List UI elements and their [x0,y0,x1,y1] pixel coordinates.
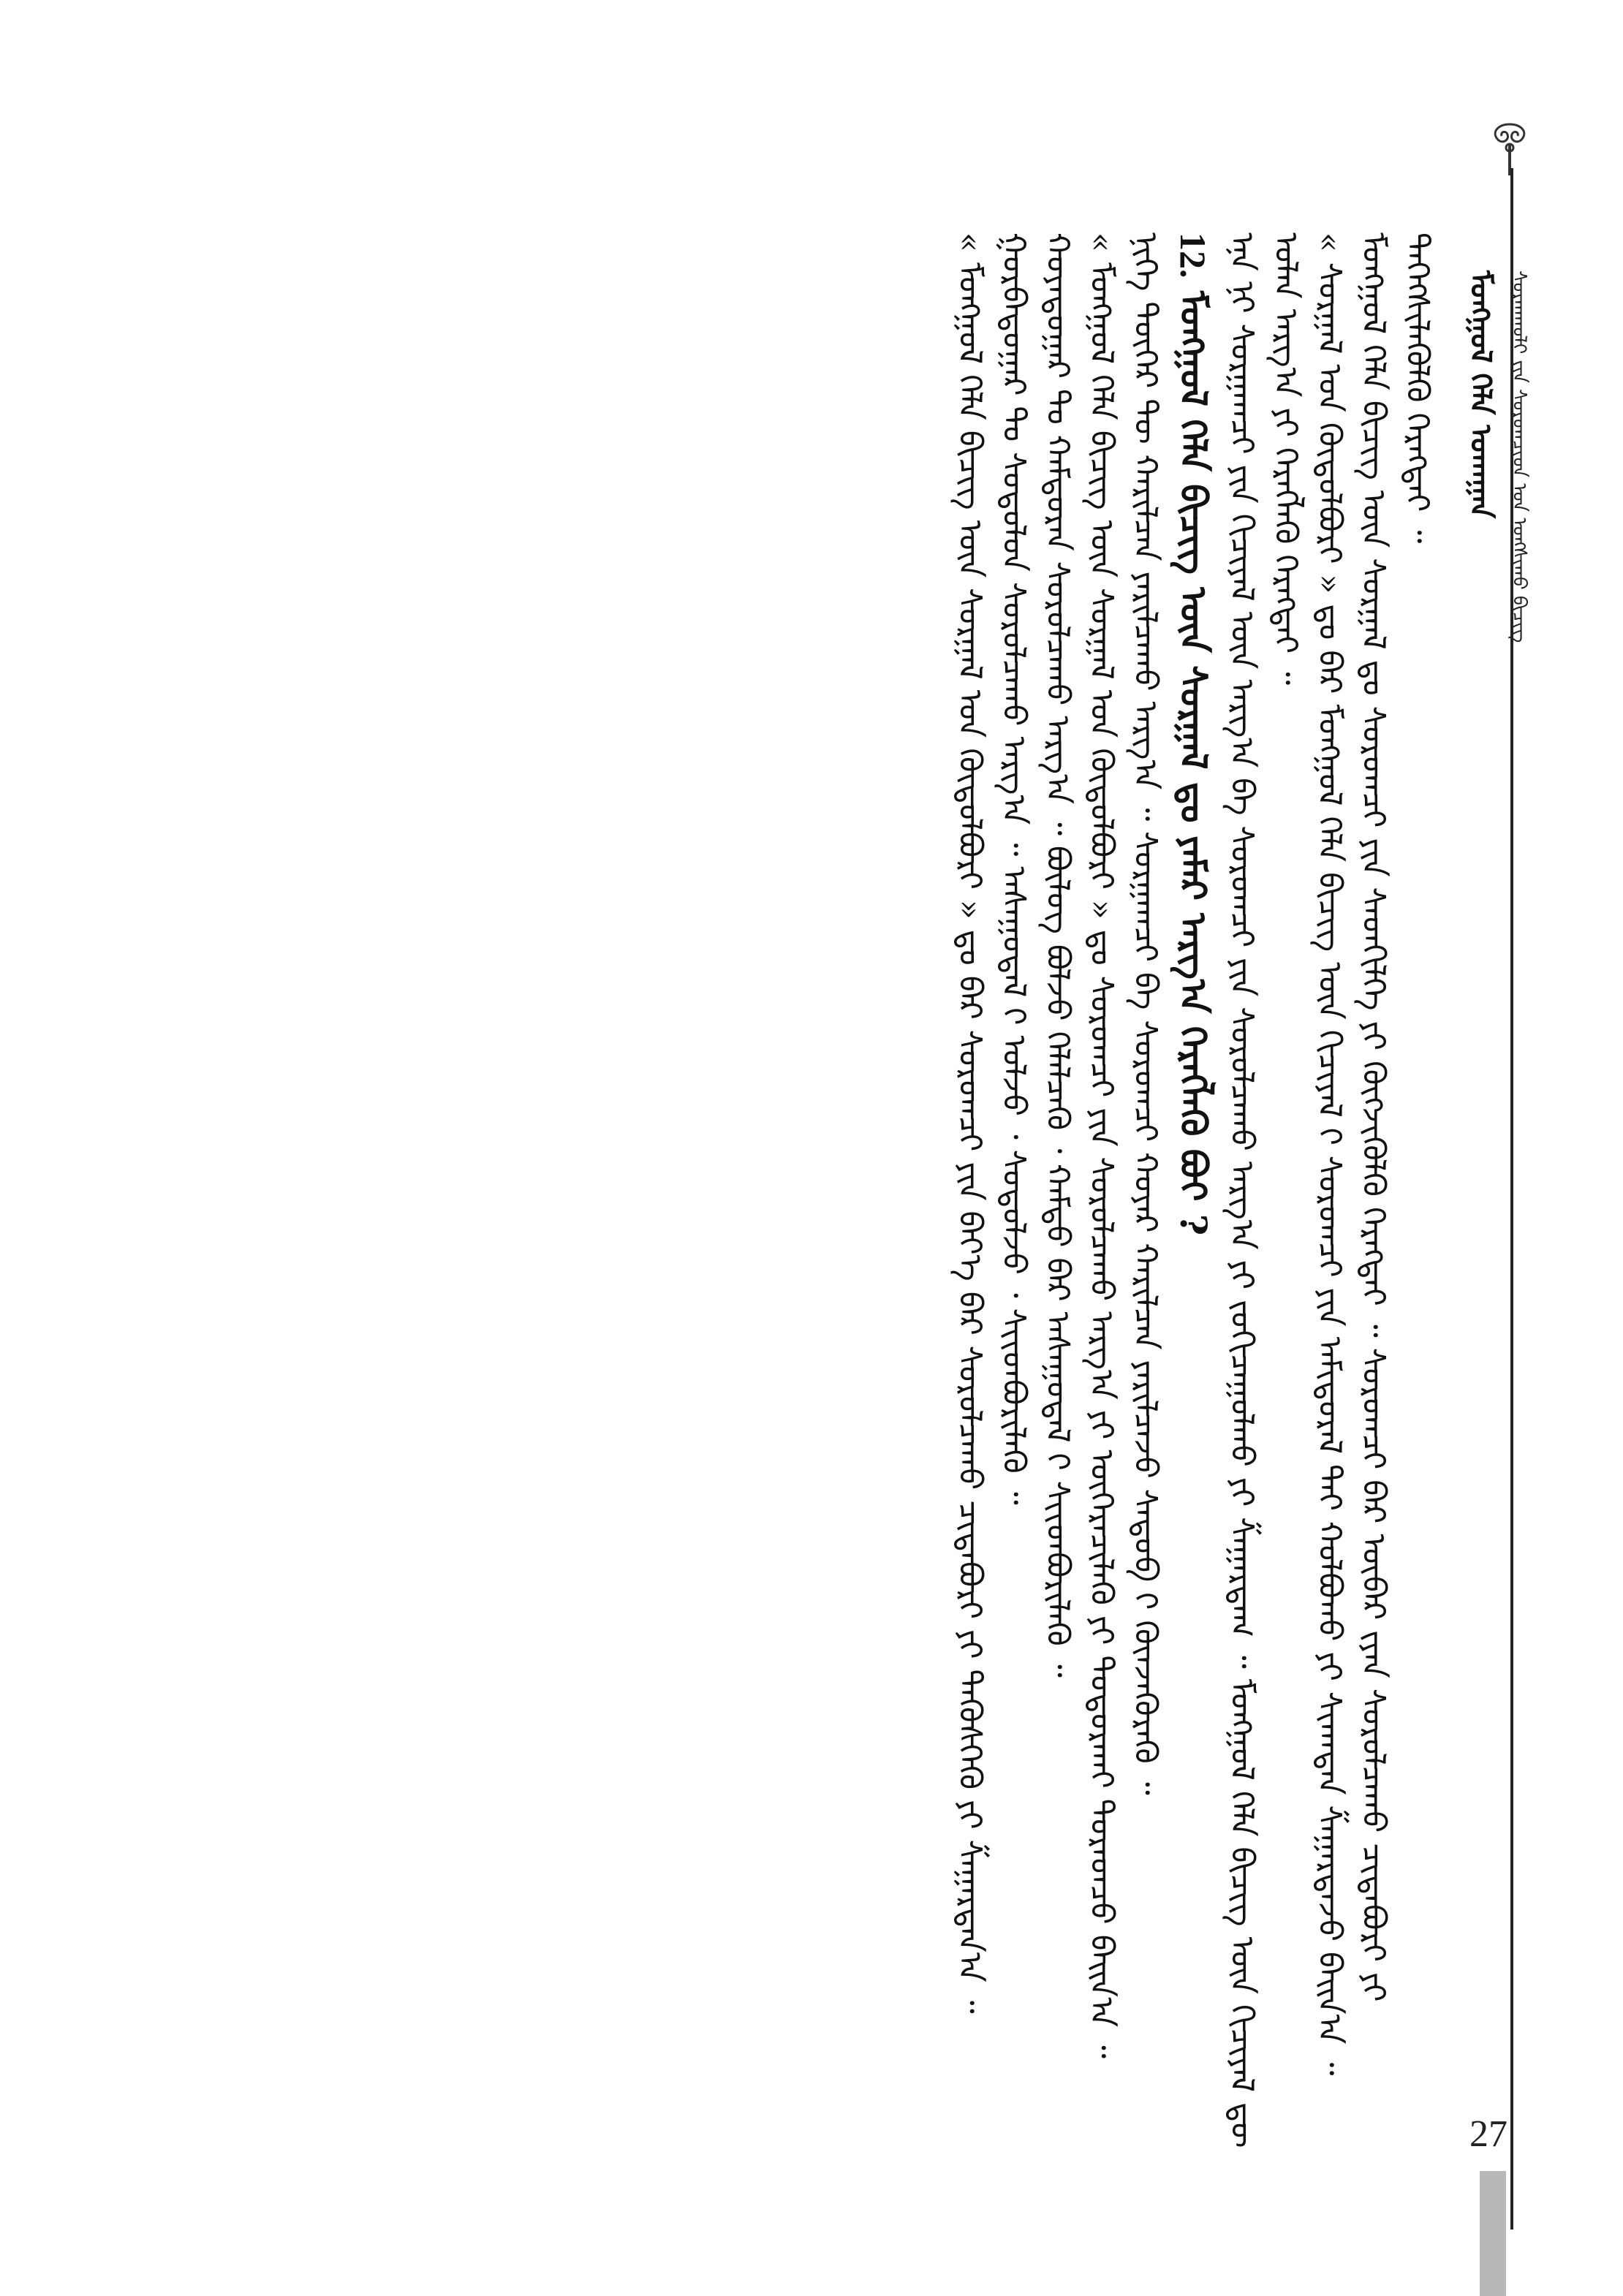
paragraph: « ᠮᠣᠩᠭᠣᠯ ᠬᠡᠯᠡ ᠪᠢᠴᠢᠭ ᠦᠨ ᠰᠤᠷᠭᠠᠯ ᠤᠨ ᠬᠥᠲᠦᠯᠪᠦᠷᠢ » ᠳᠤ ᠰᠤᠷᠤᠭᠴᠢ ᠶᠢᠨ ᠰᠤᠷᠤᠯᠴᠠᠬᠤ ᠠᠷᠭ᠎ᠠ ᠶᠢ ᠥᠭᠡᠷᠡᠴᠢᠯᠡᠬᠦ ᠶᠢ ᠲᠣᠳᠣᠷᠬᠠᠢ ᠳᠤᠷᠠᠳᠴᠤ ᠪᠠᠢᠨ᠎ᠠ ᠃ [1083,232,1120,2059]
running-header-subtitle: ᠰᠤᠷᠭᠠᠭᠤᠯᠢ ᠶᠢᠨ ᠰᠤᠷᠤᠭᠴᠢᠳ ᠤᠨ ᠤᠩᠰᠢᠬᠤ ᠪᠢᠴᠢᠭ [1508,270,1530,643]
question-text: ᠮᠣᠩᠭᠣᠯ ᠬᠡᠯᠡ ᠪᠢᠴᠢᠭ ᠦᠨ ᠰᠤᠷᠭᠠᠯ ᠳᠤ ᠶᠠᠮᠠᠷ ᠠᠷᠭ᠎ᠠ ᠬᠡᠷᠡᠭᠯᠡᠬᠦ ᠪᠤᠢ ? [1172,290,1215,1236]
paragraph: ᠮᠣᠩᠭᠣᠯ ᠬᠡᠯᠡ ᠪᠢᠴᠢᠭ ᠦᠨ ᠰᠤᠷᠭᠠᠯ ᠳᠤ ᠰᠤᠷᠤᠭᠴᠢ ᠶᠢᠨ ᠰᠡᠳᠬᠢᠯᠭᠡ ᠶᠢ ᠬᠥᠭᠵᠢᠭᠦᠯᠬᠦ ᠬᠡᠷᠡᠭᠲᠡᠢ ᠃ ᠰᠤᠷᠤᠭᠴᠢ ᠪᠡᠷ ᠦᠪᠡᠷ ᠢ᠋ᠶᠡᠨ ᠰᠤᠷᠤᠯᠴᠠᠬᠤ ᠴᠢᠳᠠᠪᠤᠷᠢ ᠶᠢ ᠳᠡᠭᠡᠭᠰᠢᠯᠡᠭᠦᠯᠬᠦ ᠬᠡᠷᠡᠭᠲᠡᠢ ᠃ [1355,232,1436,2002]
ornament-icon [1477,110,1543,175]
paragraph: ᠡᠨᠡ ᠨᠢ ᠰᠤᠷᠭᠠᠭᠴᠢ ᠶᠢᠨ ᠬᠢᠴᠢᠶᠡᠯ ᠦᠨ ᠠᠷᠭ᠎ᠠ ᠪᠠ ᠰᠤᠷᠤᠭᠴᠢ ᠶᠢᠨ ᠰᠤᠷᠤᠯᠴᠠᠬᠤ ᠠᠷᠭ᠎ᠠ ᠶᠢ ᠵᠣᠬᠢᠴᠠᠭᠤᠯᠬᠤ ᠶᠢ ᠱᠠᠭᠠᠷᠳᠠᠭ ᠃ ᠮᠣᠩᠭᠣᠯ ᠬᠡᠯᠡ ᠪᠢᠴᠢᠭ ᠦᠨ ᠬᠢᠴᠢᠶᠡᠯ ᠳᠦ ᠣᠯᠠᠨ ᠠᠷᠭ᠎ᠠ ᠶᠢ ᠬᠡᠷᠡᠭᠯᠡᠬᠦ ᠬᠡᠷᠡᠭᠲᠡᠢ ᠃ [1223,232,1304,2148]
page-number: 27 [1469,2113,1507,2155]
paragraph: « ᠰᠤᠷᠭᠠᠯ ᠤᠨ ᠬᠥᠲᠦᠯᠪᠦᠷᠢ » ᠳᠤ ᠪᠠᠷ ᠮᠣᠩᠭᠣᠯ ᠬᠡᠯᠡ ᠪᠢᠴᠢᠭ ᠦᠨ ᠬᠢᠴᠢᠶᠡᠯ ᠢ᠋ ᠰᠤᠷᠤᠭᠴᠢ ᠶᠢᠨ ᠠᠮᠢᠳᠤᠷᠠᠯ ᠲᠠᠢ ᠬᠣᠯᠪᠣᠬᠤ ᠶᠢ ᠰᠢᠬᠠᠳᠠᠨ ᠱᠠᠭᠠᠷᠳᠠᠵᠤ ᠪᠠᠢᠨ᠎ᠠ ᠃ [1311,232,1348,2076]
question-heading [1167,232,1219,2177]
body-text [196,232,1439,2177]
paragraph: ᠭᠤᠷᠪᠠᠳᠤᠭᠠᠷ ᠲᠤ ᠰᠤᠳᠤᠯᠤᠨ ᠰᠤᠷᠤᠯᠴᠠᠬᠤ ᠠᠷᠭ᠎ᠠ ᠃ ᠠᠰᠠᠭᠤᠳᠠᠯ ᠢ᠋ ᠣᠯᠵᠤ ᠂ ᠰᠤᠳᠤᠯᠵᠤ ᠂ ᠰᠢᠢᠳᠪᠦᠷᠢᠯᠡᠬᠦ ᠃ [995,232,1032,1505]
paragraph: ᠬᠣᠶᠠᠳᠤᠭᠠᠷ ᠲᠤ ᠬᠠᠮᠲᠤᠷᠠᠨ ᠰᠤᠷᠤᠯᠴᠠᠬᠤ ᠠᠷᠭ᠎ᠠ ᠃ ᠪᠦᠯᠦᠭ ᠪᠣᠯᠵᠤ ᠬᠡᠯᠡᠯᠴᠡᠬᠦ ᠂ ᠬᠠᠮᠲᠤ ᠪᠡᠷ ᠠᠰᠠᠭᠤᠳᠠᠯ ᠢ᠋ ᠰᠢᠢᠳᠪᠦᠷᠢᠯᠡᠬᠦ ᠃ [1039,232,1076,1678]
paragraph: ᠨᠢᠭᠡ ᠳᠦᠭᠡᠷ ᠲᠦ ᠬᠠᠷᠢᠯᠴᠠᠨ ᠶᠠᠷᠢᠯᠴᠠᠬᠤ ᠠᠷᠭ᠎ᠠ ᠃ ᠰᠤᠷᠭᠠᠭᠴᠢ ᠪᠠ ᠰᠤᠷᠤᠭᠴᠢ ᠬᠣᠶᠠᠷ ᠬᠠᠷᠢᠯᠴᠠᠨ ᠶᠠᠷᠢᠯᠴᠠᠵᠤ ᠰᠡᠳᠦᠪ ᠢ᠋ ᠭᠦᠨᠵᠡᠭᠦᠷᠡᠬᠦ ᠃ [1127,232,1164,1795]
question-number: 12. [1173,232,1214,279]
paragraph: « ᠮᠣᠩᠭᠣᠯ ᠬᠡᠯᠡ ᠪᠢᠴᠢᠭ ᠦᠨ ᠰᠤᠷᠭᠠᠯ ᠤᠨ ᠬᠥᠲᠦᠯᠪᠦᠷᠢ » ᠳᠤ ᠪᠠᠷ ᠰᠤᠷᠤᠭᠴᠢ ᠶᠢᠨ ᠪᠡᠶ᠎ᠡ ᠪᠡᠷ ᠰᠤᠷᠤᠯᠴᠠᠬᠤ ᠴᠢᠳᠠᠪᠤᠷᠢ ᠶᠢ ᠲᠡᠭᠦᠰᠭᠡᠬᠦ ᠶᠢ ᠱᠠᠭᠠᠷᠳᠠᠨ᠎ᠠ ᠃ [951,232,988,2014]
running-header-title: ᠮᠣᠩᠭᠣᠯ ᠬᠡᠯᠡ ᠤᠬᠠᠭᠠᠨ [1464,270,1498,519]
page-edge-tab [1480,2171,1506,2296]
